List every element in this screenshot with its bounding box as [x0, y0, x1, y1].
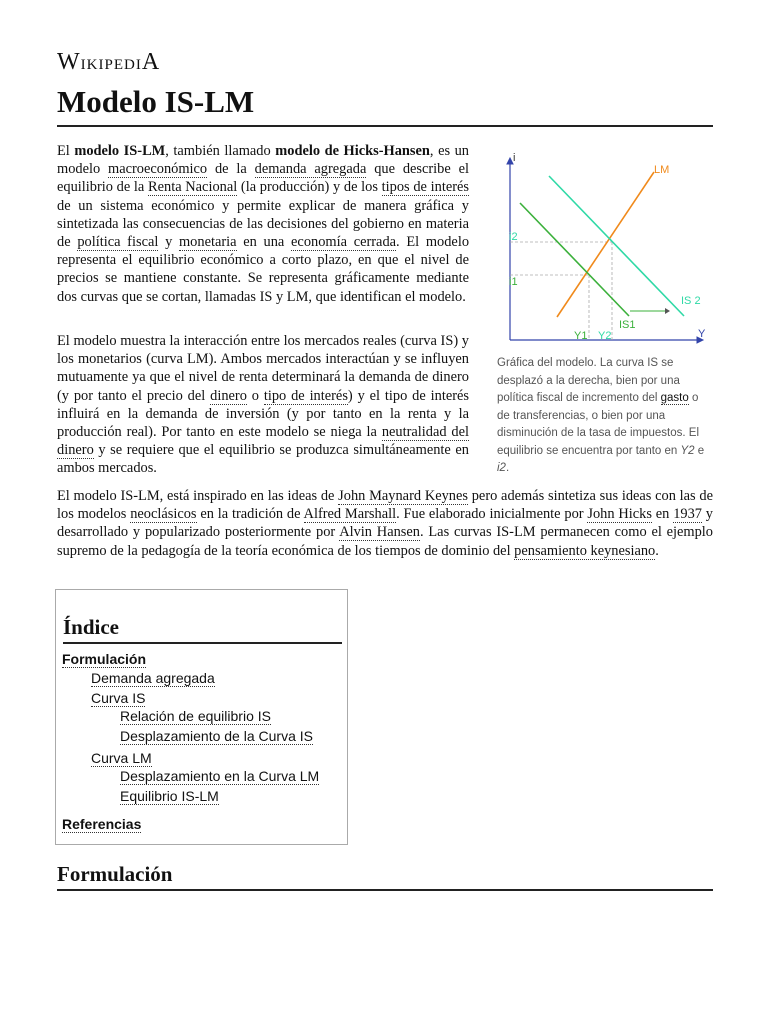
link-politica-fiscal[interactable]: política fiscal — [77, 234, 159, 251]
toc-item-demanda-agregada[interactable]: Demanda agregada — [91, 670, 215, 686]
toc-item-equilibrio-is-lm[interactable]: Equilibrio IS-LM — [120, 788, 219, 804]
link-macroeconomico[interactable]: macroeconómico — [108, 161, 208, 178]
wikipedia-logo[interactable] — [57, 49, 160, 76]
link-economia-cerrada[interactable]: economía cerrada — [291, 234, 397, 251]
page-title: Modelo IS-LM — [57, 84, 255, 119]
history-paragraph: El modelo IS-LM, está inspirado en las ideas de John Maynard Keynes pero además sintetiza sus ideas con las de los modelos neoclásicos en la tradición de Alfred Marshall. Fue elaborado inicialmente por John Hicks en 1937 y desarrollado y popularizado posteriormente por Alvin Hansen. Las curvas IS-LM permanecen como el ejemplo supremo de la pedagogía de la teoría económica de los tiempos de dominio del pensamiento keynesiano. — [57, 488, 714, 559]
link-dinero[interactable]: dinero — [210, 387, 247, 404]
i2-label: i2 — [509, 231, 518, 243]
link-neoclasicos[interactable]: neoclásicos — [130, 506, 197, 523]
figure-caption: Gráfica del modelo. La curva IS se desplazó a la derecha, bien por una política fiscal de incremento del gasto o de transferencias, o bien por una disminución de la tasa de impuestos. El equilibrio se encuentra por tanto en Y2 e i2. — [497, 357, 705, 474]
toc-item-desplazamiento-curva-lm[interactable]: Desplazamiento en la Curva LM — [120, 768, 320, 784]
is-lm-diagram — [492, 140, 714, 358]
link-renta-nacional[interactable]: Renta Nacional — [148, 179, 238, 196]
toc-item-curva-is[interactable]: Curva IS — [91, 690, 146, 706]
section-divider — [57, 889, 713, 891]
markets-paragraph: El modelo muestra la interacción entre los mercados reales (curva IS) y los monetarios (curva LM). Ambos mercados interactúan y se influyen mutuamente ya que el nivel de renta determinará la demanda de dinero (y por tanto el precio del dinero o tipo de interés) y el tipo de interés influirá en la demanda de inversión (y por tanto en la renta y la producción real). Por tanto en este modelo se niega la neutralidad del dinero y se requiere que el equilibrio se produzca simultáneamente en ambos mercados. — [57, 333, 469, 477]
lm-label: LM — [654, 164, 670, 176]
x-axis-label: Y — [698, 328, 706, 340]
link-john-hicks[interactable]: John Hicks — [587, 506, 652, 523]
title-divider — [57, 125, 713, 127]
y2-label: Y2 — [598, 330, 612, 342]
logo-text: ikipedi — [80, 49, 142, 74]
is1-label: IS1 — [619, 319, 636, 331]
link-1937[interactable]: 1937 — [673, 506, 702, 523]
link-tipos-de-interes[interactable]: tipos de interés — [381, 179, 469, 196]
is1-curve — [520, 203, 629, 316]
toc-item-relacion-equilibrio-is[interactable]: Relación de equilibrio IS — [120, 708, 271, 724]
table-of-contents — [55, 589, 348, 845]
logo-letter: A — [141, 49, 161, 75]
link-tipo-de-interes[interactable]: tipo de interés — [263, 387, 348, 404]
link-demanda-agregada[interactable]: demanda agregada — [254, 161, 367, 178]
toc-item-referencias[interactable]: Referencias — [62, 816, 142, 832]
is2-label: IS 2 — [681, 295, 701, 307]
logo-letter: W — [57, 49, 81, 75]
y-axis-label: i — [513, 152, 516, 164]
section-heading-formulacion: Formulación — [57, 862, 173, 886]
toc-item-curva-lm[interactable]: Curva LM — [91, 750, 152, 766]
y1-label: Y1 — [574, 330, 588, 342]
link-monetaria[interactable]: monetaria — [178, 234, 237, 251]
is2-curve — [549, 176, 684, 316]
link-keynes[interactable]: John Maynard Keynes — [338, 488, 468, 504]
lm-curve — [557, 172, 654, 317]
axes — [507, 158, 703, 343]
shift-arrow — [630, 308, 670, 314]
link-gasto[interactable]: gasto — [660, 392, 689, 404]
link-pensamiento-keynesiano[interactable]: pensamiento keynesiano — [514, 542, 656, 559]
link-neutralidad-del-dinero[interactable]: neutralidad del dinero — [57, 424, 469, 459]
toc-divider — [63, 642, 342, 644]
i1-label: i1 — [509, 276, 518, 288]
toc-item-desplazamiento-curva-is[interactable]: Desplazamiento de la Curva IS — [120, 728, 313, 744]
intro-paragraph: El modelo IS-LM, también llamado modelo de Hicks-Hansen, es un modelo macroeconómico de la demanda agregada que describe el equilibrio de la Renta Nacional (la producción) y de los tipos de interés de un sistema económico y permite explicar de manera gráfica y sintetizada las consecuencias de las decisiones del gobierno en materia de política fiscal y monetaria en una economía cerrada. El modelo representa el equilibrio económico a corto plazo, en que el nivel de precios se mantiene constante. Se representa gráficamente mediante dos curvas que se cortan, llamadas IS y LM, que identifican el modelo. — [57, 143, 470, 305]
link-alfred-marshall[interactable]: Alfred Marshall — [303, 506, 397, 523]
link-alvin-hansen[interactable]: Alvin Hansen — [339, 524, 420, 541]
toc-item-formulacion[interactable]: Formulación — [62, 651, 147, 667]
toc-title: Índice — [63, 615, 120, 639]
